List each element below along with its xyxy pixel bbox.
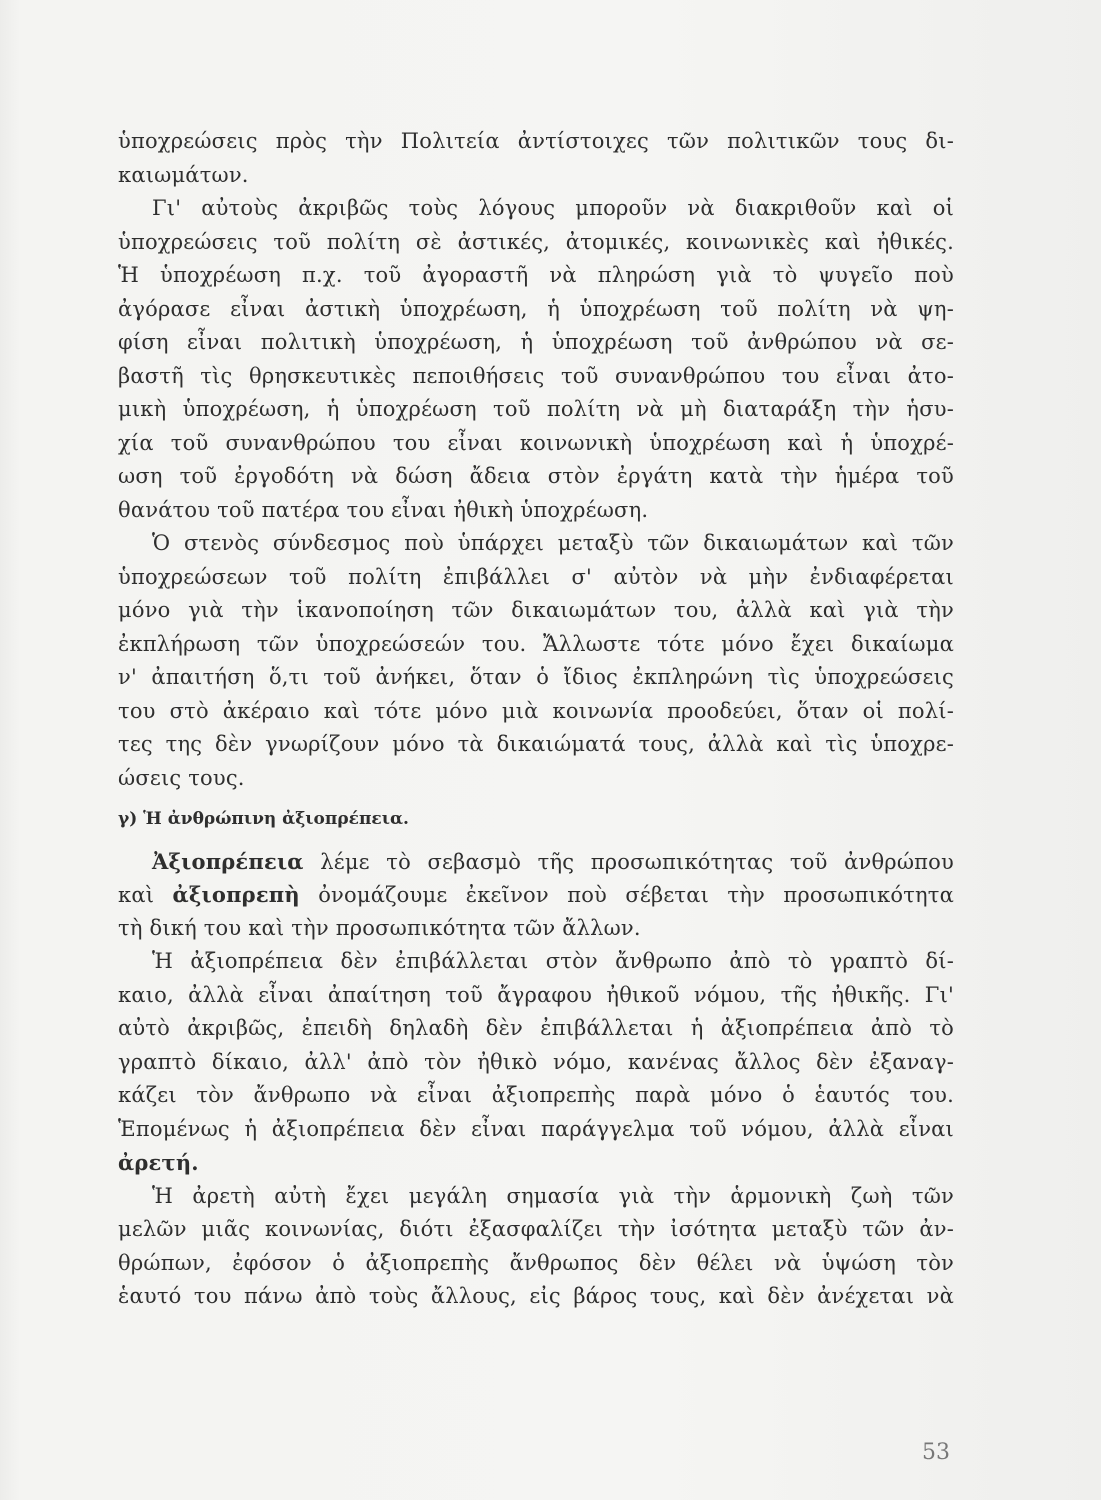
text-line: του στὸ ἀκέραιο καὶ τότε μόνο μιὰ κοινωνία προοδεύει, ὅταν οἱ πολί- [118,698,954,723]
text-line: Ἑπομένως ἡ ἀξιοπρέπεια δὲν εἶναι παράγγελμα τοῦ νόμου, ἀλλὰ εἶναι [118,1116,954,1141]
text-line: μόνο γιὰ τὴν ἱκανοποίηση τῶν δικαιωμάτων του, ἀλλὰ καὶ γιὰ τὴν [118,598,954,622]
text-line: ἐκπλήρωση τῶν ὑποχρεώσεών του. Ἄλλωστε τότε μόνο ἔχει δικαίωμα [118,631,954,656]
text-line: χία τοῦ συνανθρώπου του εἶναι κοινωνικὴ ὑποχρέωση καὶ ἡ ὑποχρέ- [118,430,954,455]
text-line: ἀγόρασε εἶναι ἀστικὴ ὑποχρέωση, ἡ ὑποχρέωση τοῦ πολίτη νὰ ψη- [118,296,954,321]
text-line: τὴ δική του καὶ τὴν προσωπικότητα τῶν ἄλλων. [118,915,641,940]
text-line: ἑαυτό του πάνω ἀπὸ τοὺς ἄλλους, εἰς βάρος τους, καὶ δὲν ἀνέχεται νὰ [118,1284,954,1308]
text-line: Ἡ ὑποχρέωση π.χ. τοῦ ἀγοραστῆ νὰ πληρώση γιὰ τὸ ψυγεῖο ποὺ [118,263,954,287]
text-line: βαστῆ τὶς θρησκευτικὲς πεποιθήσεις τοῦ συνανθρώπου του εἶναι ἀτο- [118,363,954,388]
text-line: ν' ἀπαιτήση ὅ,τι τοῦ ἀνήκει, ὅταν ὁ ἴδιος ἐκπληρώνη τὶς ὑποχρεώσεις [118,665,954,689]
text-line: ὑποχρεώσεις πρὸς τὴν Πολιτεία ἀντίστοιχες τῶν πολιτικῶν τους δι- [118,129,954,153]
text-line: μελῶν μιᾶς κοινωνίας, διότι ἐξασφαλίζει τὴν ἰσότητα μεταξὺ τῶν ἀν- [118,1217,954,1241]
text-line: φίση εἶναι πολιτικὴ ὑποχρέωση, ἡ ὑποχρέωση τοῦ ἀνθρώπου νὰ σε- [118,330,954,354]
text-line [118,878,954,912]
term-arete: ἀρετή. [118,1150,199,1175]
body-text [118,125,954,1314]
text-run: καὶ [118,883,173,907]
text-line: καιο, ἀλλὰ εἶναι ἀπαίτηση τοῦ ἄγραφου ἠθικοῦ νόμου, τῆς ἠθικῆς. Γι' [118,982,954,1007]
text-line: ὑποχρεώσεων τοῦ πολίτη ἐπιβάλλει σ' αὐτὸν νὰ μὴν ἐνδιαφέρεται [118,564,954,589]
text-line: ὑποχρεώσεις τοῦ πολίτη σὲ ἀστικές, ἀτομικές, κοινωνικὲς καὶ ἠθικές. [118,229,954,254]
term-axioprepis: ἀξιοπρεπὴ [172,882,300,907]
text-line: τες της δὲν γνωρίζουν μόνο τὰ δικαιώματά τους, ἀλλὰ καὶ τὶς ὑποχρε- [118,732,954,756]
text-line: κάζει τὸν ἄνθρωπο νὰ εἶναι ἀξιοπρεπὴς παρὰ μόνο ὁ ἑαυτός του. [118,1083,954,1107]
text-line: θανάτου τοῦ πατέρα του εἶναι ἠθικὴ ὑποχρέωση. [118,497,649,522]
text-line: μικὴ ὑποχρέωση, ἡ ὑποχρέωση τοῦ πολίτη νὰ μὴ διαταράξη τὴν ἡσυ- [118,397,954,421]
page-number: 53 [922,1440,950,1465]
text-line [118,845,954,879]
text-line: ώσεις τους. [118,765,245,790]
section-heading: γ) Ἡ ἀνθρώπινη ἀξιοπρέπεια. [118,809,409,829]
text-line: θρώπων, ἐφόσον ὁ ἀξιοπρεπὴς ἄνθρωπος δὲν θέλει νὰ ὑψώση τὸν [118,1250,954,1275]
text-run: λέμε τὸ σεβασμὸ τῆς προσωπικότητας τοῦ ἀνθρώπου [303,849,954,874]
text-line: Ἡ ἀρετὴ αὐτὴ ἔχει μεγάλη σημασία γιὰ τὴν ἁρμονικὴ ζωὴ τῶν [152,1183,954,1208]
text-run: ὀνομάζουμε ἐκεῖνον ποὺ σέβεται τὴν προσωπικότητα [299,883,955,907]
text-line: αὐτὸ ἀκριβῶς, ἐπειδὴ δηλαδὴ δὲν ἐπιβάλλεται ἡ ἀξιοπρέπεια ἀπὸ τὸ [118,1016,954,1040]
text-line: γραπτὸ δίκαιο, ἀλλ' ἀπὸ τὸν ἠθικὸ νόμο, κανένας ἄλλος δὲν ἐξαναγ- [118,1049,954,1074]
text-line: Ὁ στενὸς σύνδεσμος ποὺ ὑπάρχει μεταξὺ τῶν δικαιωμάτων καὶ τῶν [152,531,954,555]
text-line: Γι' αὐτοὺς ἀκριβῶς τοὺς λόγους μποροῦν νὰ διακριθοῦν καὶ οἱ [152,196,954,220]
text-line: ωση τοῦ ἐργοδότη νὰ δώση ἄδεια στὸν ἐργάτη κατὰ τὴν ἡμέρα τοῦ [118,464,954,488]
text-line: Ἡ ἀξιοπρέπεια δὲν ἐπιβάλλεται στὸν ἄνθρωπο ἀπὸ τὸ γραπτὸ δί- [152,949,954,973]
text-line: καιωμάτων. [118,162,249,187]
term-axioprepeia: Ἀξιοπρέπεια [152,848,304,874]
